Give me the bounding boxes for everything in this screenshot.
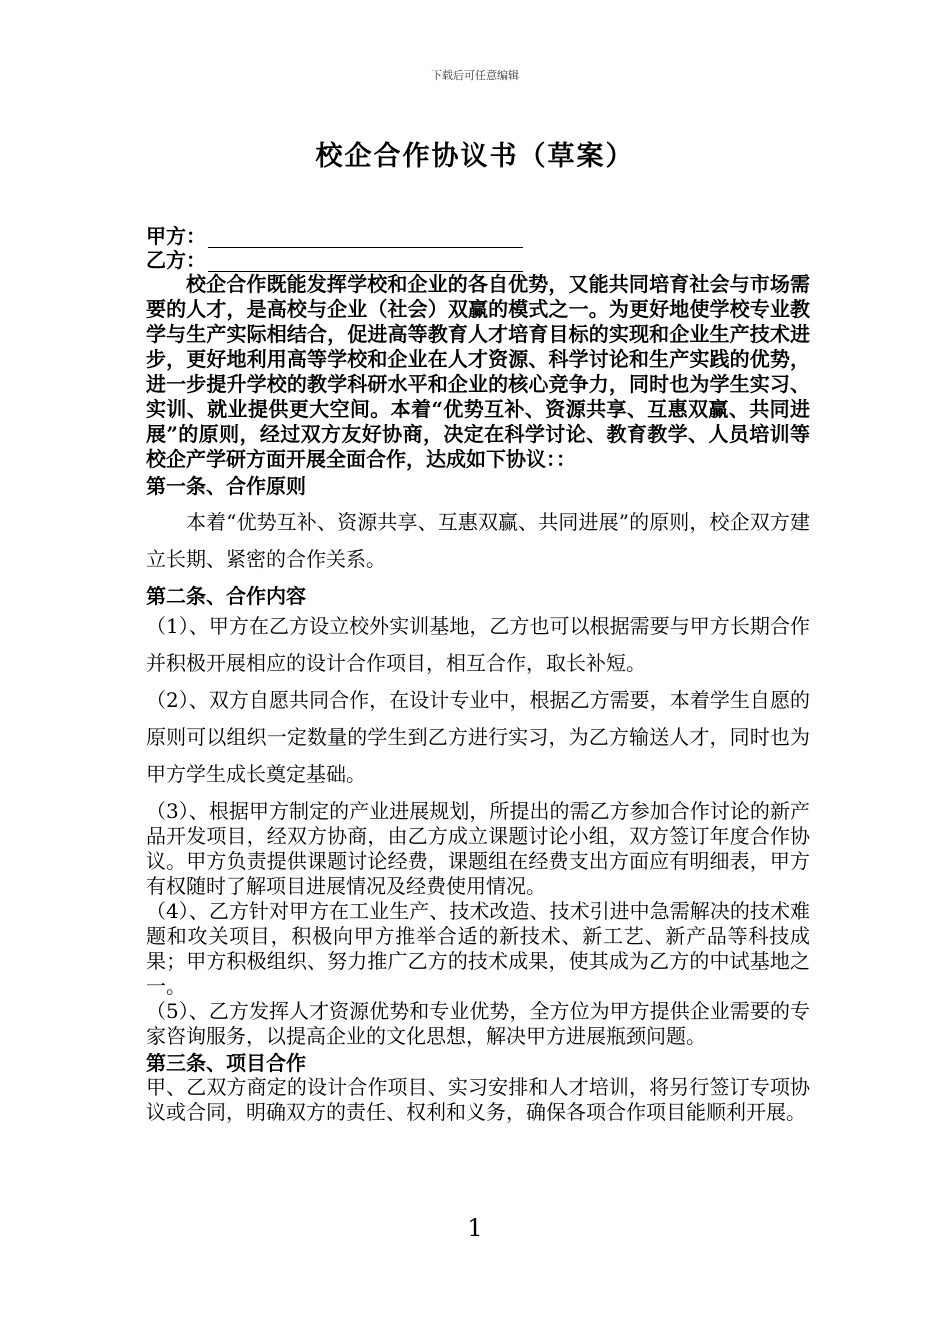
article-2-item-1: （1）、甲方在乙方设立校外实训基地，乙方也可以根据需要与甲方长期合作并积极开展相应的设计合作项目，相互合作，取长补短。 xyxy=(146,614,810,675)
article-3-body: 甲、乙双方商定的设计合作项目、实习安排和人才培训，将另行签订专项协议或合同，明确双方的责任、权利和义务，确保各项合作项目能顺利开展。 xyxy=(146,1075,810,1124)
document-title: 校企合作协议书（草案） xyxy=(315,141,635,172)
party-a-field xyxy=(146,224,810,248)
party-b-field xyxy=(146,248,810,272)
document-body xyxy=(146,224,810,1125)
party-b-blank-line xyxy=(208,253,523,272)
article-3-heading: 第三条、项目合作 xyxy=(146,1051,306,1075)
page-number: 1 xyxy=(467,1214,483,1242)
party-a-blank-line xyxy=(208,229,523,248)
article-2-item-5: （5）、乙方发挥人才资源优势和专业优势，全方位为甲方提供企业需要的专家咨询服务，以提高企业的文化思想，解决甲方进展瓶颈问题。 xyxy=(146,999,810,1048)
article-1-heading: 第一条、合作原则 xyxy=(146,474,306,498)
header-note: 下载后可任意编辑 xyxy=(431,69,519,82)
article-2-heading: 第二条、合作内容 xyxy=(146,584,306,608)
article-1-body: 本着“优势互补、资源共享、互惠双赢、共同进展”的原则，校企双方建立长期、紧密的合作关系。 xyxy=(146,510,810,571)
party-b-label: 乙方： xyxy=(146,248,206,272)
article-2-item-2: （2）、双方自愿共同合作，在设计专业中，根据乙方需要，本着学生自愿的原则可以组织一定数量的学生到乙方进行实习，为乙方输送人才，同时也为甲方学生成长奠定基础。 xyxy=(146,688,810,786)
party-a-label: 甲方： xyxy=(146,224,206,248)
article-2-item-4: （4）、乙方针对甲方在工业生产、技术改造、技术引进中急需解决的技术难题和攻关项目，积极向甲方推举合适的新技术、新工艺、新产品等科技成果；甲方积极组织、努力推广乙方的技术成果，使其成为乙方的中试基地之一。 xyxy=(146,899,810,998)
intro-paragraph: 校企合作既能发挥学校和企业的各自优势，又能共同培育社会与市场需要的人才，是高校与企业（社会）双赢的模式之一。为更好地使学校专业教学与生产实际相结合，促进高等教育人才培育目标的实现和企业生产技术进步，更好地利用高等学校和企业在人才资源、科学讨论和生产实践的优势，进一步提升学校的教学科研水平和企业的核心竞争力，同时也为学生实习、实训、就业提供更大空间。本着“优势互补、资源共享、互惠双赢、共同进展”的原则，经过双方友好协商，决定在科学讨论、教育教学、人员培训等校企产学研方面开展全面合作，达成如下协议：： xyxy=(146,272,810,471)
article-2-item-3: （3）、根据甲方制定的产业进展规划，所提出的需乙方参加合作讨论的新产品开发项目，经双方协商，由乙方成立课题讨论小组，双方签订年度合作协议。甲方负责提供课题讨论经费，课题组在经费支出方面应有明细表，甲方有权随时了解项目进展情况及经费使用情况。 xyxy=(146,799,810,898)
